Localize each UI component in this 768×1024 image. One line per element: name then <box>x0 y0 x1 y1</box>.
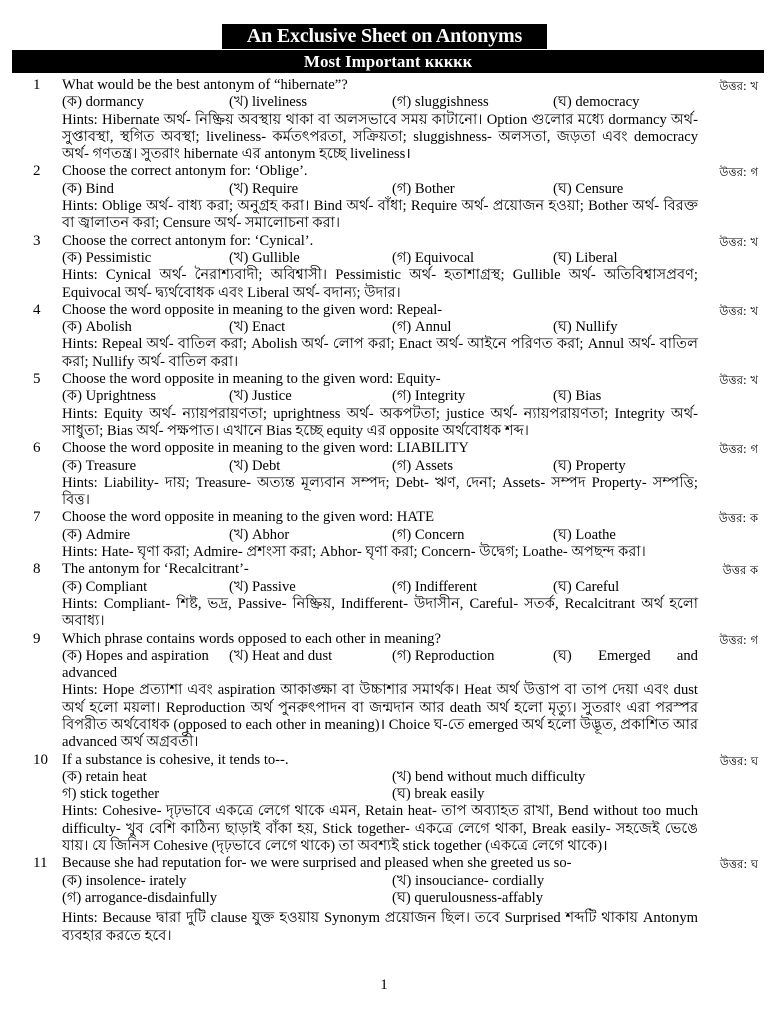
hint-text: Hints: Cohesive- দৃঢ়ভাবে একত্রে লেগে থাকে এমন, Retain heat- তাপ অব্যাহত রাখা, Bend without too much difficulty- খুব বেশি কাঠিন্য ছাড়াই বাঁকা হয়, Stick together- একত্রে লেগে থাকা, Break easily- সহজেই ভেঙে যায়। যে জিনিস Cohesive (দৃঢ়ভাবে লেগে থাকে) তা অবশ্যই stick together (একত্রে লেগে থাকে)। <box>62 803 698 855</box>
question-item <box>0 561 768 630</box>
question-number: 4 <box>33 301 41 318</box>
option-gha: (ঘ) Bias <box>553 388 602 405</box>
option-row <box>62 94 698 111</box>
option-ka: (ক) Hopes and aspiration <box>62 647 209 664</box>
option-kha: (খ) Heat and dust <box>229 647 333 664</box>
question-stem: What would be the best antonym of “hibernate”? <box>62 77 348 93</box>
option-gha <box>553 648 698 665</box>
answer-label: উত্তর: খ <box>719 79 758 93</box>
hint-text: Hints: Hate- ঘৃণা করা; Admire- প্রশংসা করা; Abhor- ঘৃণা করা; Concern- উদ্বেগ; Loathe- অপছন্দ করা। <box>62 544 646 561</box>
option-row <box>62 769 698 786</box>
option-kha: (খ) Gullible <box>229 249 300 266</box>
answer-label: উত্তর: খ <box>719 373 758 388</box>
option-ka: (ক) dormancy <box>62 94 144 111</box>
option-gha: (ঘ) Property <box>553 457 626 474</box>
option-gha: (ঘ) Nullify <box>553 319 618 336</box>
page-subtitle: Most Important ĸĸĸĸĸ <box>12 50 764 73</box>
question-item <box>0 163 768 232</box>
question-number: 11 <box>33 855 48 872</box>
question-number: 10 <box>33 751 48 768</box>
option-ka: (ক) Admire <box>62 526 131 543</box>
question-item <box>0 371 768 440</box>
option-gha: (ঘ) Liberal <box>553 249 618 266</box>
option-ka: (ক) retain heat <box>62 768 147 785</box>
option-ga: (গ) sluggishness <box>392 94 489 111</box>
option-row <box>62 786 698 803</box>
answer-label: উত্তর: ঘ <box>719 753 758 768</box>
question-stem: Choose the word opposite in meaning to the given word: LIABILITY <box>62 440 469 457</box>
option-gha: (ঘ) break easily <box>392 786 485 803</box>
option-ka: (ক) insolence- irately <box>62 872 187 889</box>
option-ga: গ) stick together <box>62 786 160 803</box>
question-number: 3 <box>33 232 41 249</box>
answer-label: উত্তর: গ <box>719 442 758 457</box>
option-gha: (ঘ) querulousness-affably <box>392 889 543 906</box>
option-kha: (খ) Enact <box>229 319 286 336</box>
option-gha-marker: (ঘ) <box>553 647 572 664</box>
question-stem: Because she had reputation for- we were surprised and pleased when she greeted us so- <box>62 855 572 872</box>
question-item <box>0 440 768 509</box>
option-ga: (গ) Annul <box>392 319 452 336</box>
question-item <box>0 233 768 302</box>
option-gha-continuation: advanced <box>62 665 118 682</box>
option-row <box>62 319 698 336</box>
option-ka: (ক) Bind <box>62 180 114 197</box>
hint-text: Hints: Equity অর্থ- ন্যায়পরায়ণতা; uprightness অর্থ- অকপটতা; justice অর্থ- ন্যায়পরায়ণতা; Integrity অর্থ- সাধুতা; Bias অর্থ- পক্ষপাত। এখানে Bias হচ্ছে equity এর opposite অর্থবোধক শব্দ। <box>62 405 698 439</box>
question-stem: Choose the word opposite in meaning to the given word: Repeal- <box>62 301 443 318</box>
option-row <box>62 648 698 665</box>
option-row <box>62 579 698 596</box>
answer-label: উত্তর: গ <box>719 165 758 180</box>
option-gha: (ঘ) Loathe <box>553 526 616 543</box>
option-ka: (ক) Compliant <box>62 578 148 595</box>
question-list <box>0 77 768 945</box>
question-stem: Choose the word opposite in meaning to the given word: HATE <box>62 509 435 526</box>
page-number: 1 <box>380 977 388 993</box>
question-item <box>0 509 768 561</box>
question-item <box>0 752 768 856</box>
option-kha: (খ) Abhor <box>229 526 290 543</box>
question-number: 6 <box>33 440 41 457</box>
hint-text: Hints: Cynical অর্থ- নৈরাশ্যবাদী; অবিশ্বাসী। Pessimistic অর্থ- হতাশাগ্রস্থ; Gullible অর্থ- অতিবিশ্বাসপ্রবণ; Equivocal অর্থ- দ্ব্যর্থবোধক এবং Liberal অর্থ- বদান্য; উদার। <box>62 267 698 301</box>
option-kha: (খ) Passive <box>229 578 296 595</box>
option-gha: (ঘ) Careful <box>553 578 620 595</box>
option-ka: (ক) Abolish <box>62 319 132 336</box>
answer-label: উত্তর: ঘ <box>719 857 758 872</box>
question-stem: Choose the word opposite in meaning to the given word: Equity- <box>62 371 441 388</box>
option-kha: (খ) Require <box>229 180 299 197</box>
option-row <box>62 250 698 267</box>
hint-text: Hints: Hope প্রত্যাশা এবং aspiration আকাঙ্ক্ষা বা উচ্চাশার সমার্থক। Heat অর্থ উত্তাপ বা তাপ দেয়া এবং dust অর্থ হলো ময়লা। Reproduction অর্থ পুনরুৎপাদন বা জন্মদান আর death অর্থ হলো মৃত্যু। সুতরাং এরা পরস্পর বিপরীত অর্থবোধক (opposed to each other in meaning)। Choice ঘ-তে emerged অর্থ হলো উদ্ভূত, প্রকাশিত আর advanced অর্থ অগ্রবর্তী। <box>62 682 698 751</box>
page-title: An Exclusive Sheet on Antonyms <box>222 24 547 49</box>
hint-text: Hints: Liability- দায়; Treasure- অত্যন্ত মূল্যবান সম্পদ; Debt- ঋণ, দেনা; Assets- সম্পদ Property- সম্পত্তি; বিত্ত। <box>62 474 698 509</box>
option-kha: (খ) bend without much difficulty <box>392 768 586 785</box>
option-ga: (গ) Reproduction <box>392 647 495 664</box>
option-row <box>62 890 698 907</box>
option-row <box>62 458 698 475</box>
hint-text: Hints: Because দ্বারা দুটি clause যুক্ত হওয়ায় Synonym প্রয়োজন ছিল। তবে Surprised শব্দটি থাকায় Antonym ব্যবহার করতে হবে। <box>62 910 698 944</box>
question-stem: If a substance is cohesive, it tends to--. <box>62 751 289 768</box>
option-ga: (গ) arrogance-disdainfully <box>62 889 218 906</box>
question-number: 8 <box>33 561 41 578</box>
option-kha: (খ) insouciance- cordially <box>392 872 545 889</box>
option-kha: (খ) liveliness <box>229 94 308 111</box>
hint-text: Hints: Hibernate অর্থ- নিষ্ক্রিয় অবস্থায় থাকা বা অলসভাবে সময় কাটানো। Option গুলোর মধ্যে dormancy অর্থ- সুপ্তাবস্থা, স্থগিত অবস্থা; liveliness- কর্মতৎপরতা, সক্রিয়তা; sluggishness- অলসতা, জড়তা এবং democracy অর্থ- গণতন্ত্র। সুতরাং hibernate এর antonym হচ্ছে liveliness। <box>62 111 698 163</box>
option-ga: (গ) Bother <box>392 180 455 197</box>
option-row <box>62 873 698 890</box>
option-row <box>62 181 698 198</box>
answer-label: উত্তর: গ <box>719 632 758 647</box>
question-stem: Choose the correct antonym for: ‘Oblige’. <box>62 163 308 180</box>
option-ga: (গ) Assets <box>392 457 454 474</box>
question-stem: Choose the correct antonym for: ‘Cynical’. <box>62 232 314 249</box>
option-gha-word-1: Emerged <box>598 647 651 664</box>
option-ga: (গ) Indifferent <box>392 578 478 595</box>
option-gha: (ঘ) Censure <box>553 180 624 197</box>
option-row <box>62 388 698 405</box>
answer-label: উত্তর: খ <box>719 303 758 318</box>
option-gha-word-2: and <box>676 647 698 664</box>
question-item <box>0 77 768 163</box>
option-ka: (ক) Treasure <box>62 457 137 474</box>
hint-text: Hints: Oblige অর্থ- বাধ্য করা; অনুগ্রহ করা। Bind অর্থ- বাঁধা; Require অর্থ- প্রয়োজন হওয়া; Bother অর্থ- বিরক্ত বা জ্বালাতন করা; Censure অর্থ- সমালোচনা করা। <box>62 198 698 232</box>
question-number: 1 <box>33 77 41 93</box>
question-number: 7 <box>33 509 41 526</box>
question-item <box>0 631 768 752</box>
answer-label: উত্তর ক <box>722 563 758 578</box>
option-row <box>62 527 698 544</box>
question-number: 9 <box>33 630 41 647</box>
option-gha: (ঘ) democracy <box>553 94 640 111</box>
option-ka: (ক) Pessimistic <box>62 249 152 266</box>
option-ga: (গ) Equivocal <box>392 249 475 266</box>
question-number: 5 <box>33 371 41 388</box>
answer-label: উত্তর: ক <box>718 511 758 526</box>
option-kha: (খ) Justice <box>229 388 292 405</box>
option-ka: (ক) Uprightness <box>62 388 157 405</box>
question-stem: Which phrase contains words opposed to each other in meaning? <box>62 630 441 647</box>
question-stem: The antonym for ‘Recalcitrant’- <box>62 561 249 578</box>
question-number: 2 <box>33 163 41 180</box>
option-ga: (গ) Concern <box>392 526 465 543</box>
option-ga: (গ) Integrity <box>392 388 466 405</box>
hint-text: Hints: Compliant- শিষ্ট, ভদ্র, Passive- নিষ্ক্রিয়, Indifferent- উদাসীন, Careful- সতর্ক, Recalcitrant অর্থ হলো অবাধ্য। <box>62 595 698 630</box>
option-kha: (খ) Debt <box>229 457 281 474</box>
answer-label: উত্তর: খ <box>719 234 758 249</box>
hint-text: Hints: Repeal অর্থ- বাতিল করা; Abolish অর্থ- লোপ করা; Enact অর্থ- আইনে পরিণত করা; Annul অর্থ- বাতিল করা; Nullify অর্থ- বাতিল করা। <box>62 336 698 370</box>
question-item <box>0 855 768 944</box>
question-item <box>0 302 768 371</box>
